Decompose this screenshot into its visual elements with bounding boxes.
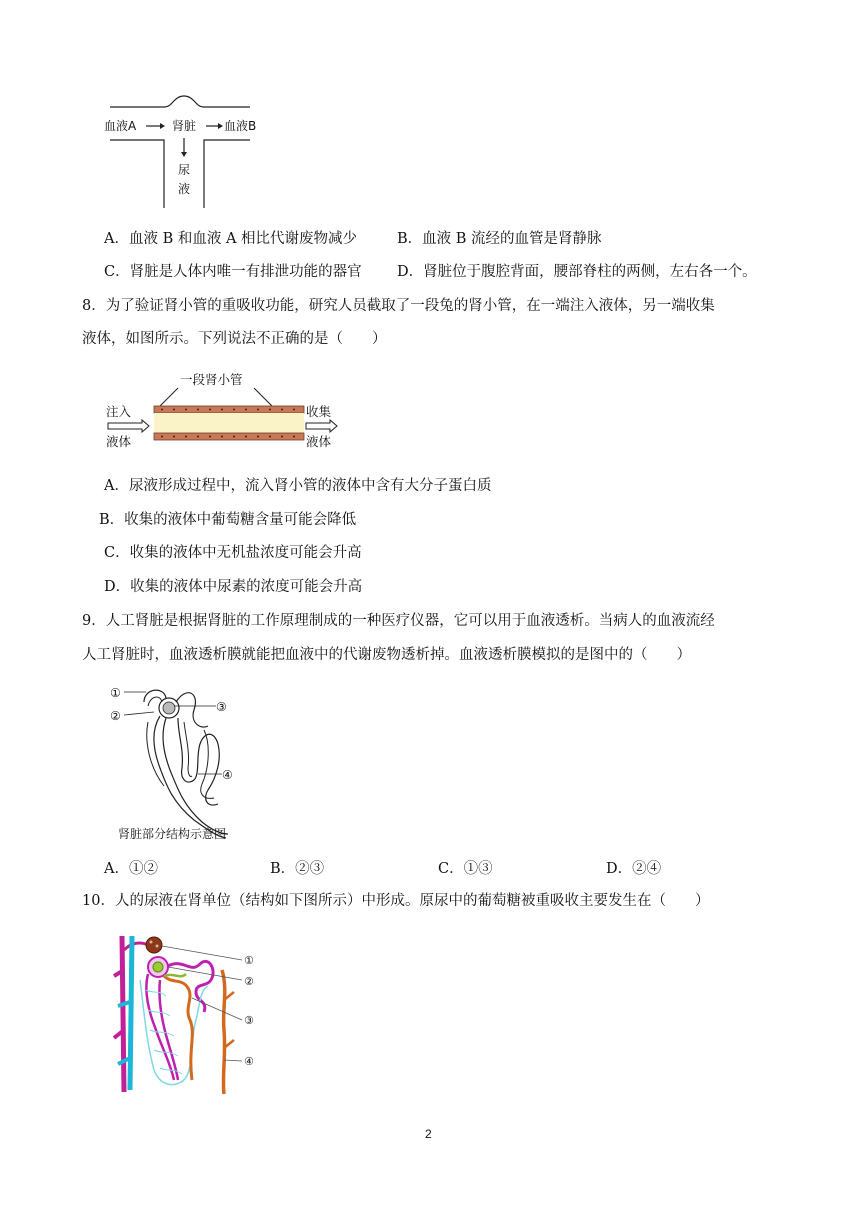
collect-label-1: 收集 xyxy=(306,404,332,419)
nephron-color-svg xyxy=(104,930,274,1098)
nephron-color-label-2: ② xyxy=(244,975,254,988)
nephron-color-label-1: ① xyxy=(244,954,254,967)
q9-stem-line-2: 人工肾脏时，血液透析膜就能把血液中的代谢废物透析掉。血液透析膜模拟的是图中的（ ） xyxy=(82,647,691,663)
urine-label-1: 尿 xyxy=(178,163,191,177)
q8-option-a: A．尿液形成过程中，流入肾小管的液体中含有大分子蛋白质 xyxy=(104,478,492,494)
q8-option-b: B．收集的液体中葡萄糖含量可能会降低 xyxy=(99,512,357,528)
renal-tubule-svg xyxy=(104,370,344,456)
q7-option-c: C．肾脏是人体内唯一有排泄功能的器官 xyxy=(104,264,362,280)
collect-label-2: 液体 xyxy=(306,434,332,449)
q7-option-a: A．血液 B 和血液 A 相比代谢废物减少 xyxy=(104,231,358,247)
q9-option-b: B．②③ xyxy=(270,861,325,877)
nephron-color-diagram xyxy=(104,930,274,1098)
q7-option-b: B．血液 B 流经的血管是肾静脉 xyxy=(397,231,602,247)
q7-option-d: D．肾脏位于腹腔背面，腰部脊柱的两侧，左右各一个。 xyxy=(397,264,757,280)
q9-stem-line-1: 9．人工肾脏是根据肾脏的工作原理制成的一种医疗仪器，它可以用于血液透析。当病人的血液流经 xyxy=(82,613,715,629)
inject-label-1: 注入 xyxy=(106,404,132,419)
inject-label-2: 液体 xyxy=(106,434,132,449)
blood-b-label: 血液B xyxy=(224,119,257,133)
urine-label-2: 液 xyxy=(178,182,191,196)
q8-stem-line-1: 8．为了验证肾小管的重吸收功能，研究人员截取了一段兔的肾小管，在一端注入液体，另一端收集 xyxy=(82,298,715,314)
nephron-sketch-label-2: ② xyxy=(110,709,121,723)
q8-stem-line-2: 液体，如图所示。下列说法不正确的是（ ） xyxy=(82,331,387,347)
nephron-sketch-label-4: ④ xyxy=(222,768,233,782)
q9-option-d: D．②④ xyxy=(606,861,662,877)
tubule-title: 一段肾小管 xyxy=(180,372,243,387)
q8-option-d: D．收集的液体中尿素的浓度可能会升高 xyxy=(104,579,363,595)
nephron-sketch-svg xyxy=(104,682,264,844)
kidney-flow-diagram xyxy=(100,92,270,212)
nephron-sketch-diagram xyxy=(104,682,264,844)
page-number: 2 xyxy=(425,1127,432,1141)
q8-option-c: C．收集的液体中无机盐浓度可能会升高 xyxy=(104,545,362,561)
q9-option-c: C．①③ xyxy=(438,861,493,877)
q9-option-a: A．①② xyxy=(104,861,158,877)
renal-tubule-diagram xyxy=(104,370,344,456)
kidney-label: 肾脏 xyxy=(172,119,197,133)
q10-stem: 10．人的尿液在肾单位（结构如下图所示）中形成。原尿中的葡萄糖被重吸收主要发生在（ ） xyxy=(82,893,710,909)
blood-a-label: 血液A xyxy=(104,119,137,133)
nephron-sketch-label-3: ③ xyxy=(216,700,227,714)
kidney-flow-svg xyxy=(100,92,270,212)
nephron-color-label-4: ④ xyxy=(244,1055,254,1068)
nephron-sketch-label-1: ① xyxy=(110,686,121,700)
nephron-color-label-3: ③ xyxy=(244,1014,254,1027)
nephron-sketch-caption: 肾脏部分结构示意图 xyxy=(118,827,227,841)
